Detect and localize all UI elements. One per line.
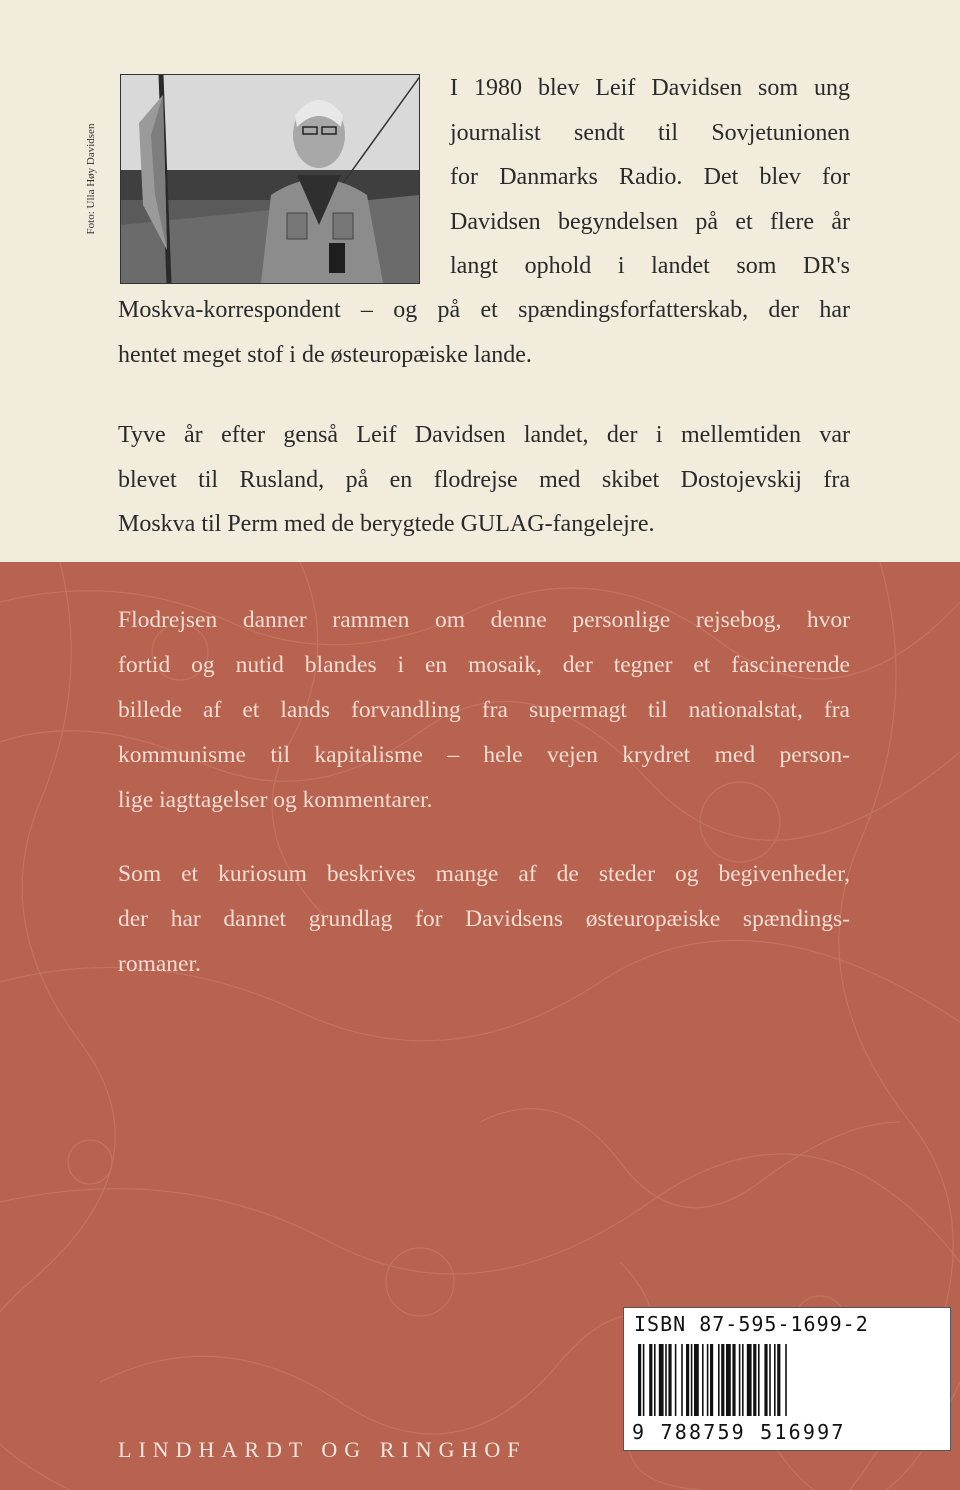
barcode-bar bbox=[702, 1344, 704, 1416]
text-line: fortid og nutid blandes i en mosaik, der tegner et fascinerende bbox=[118, 652, 850, 678]
barcode-bar bbox=[659, 1344, 664, 1416]
barcode-bar bbox=[694, 1344, 699, 1416]
curiosum-paragraph bbox=[118, 852, 850, 987]
text-line: romaner. bbox=[118, 951, 201, 977]
barcode-bar bbox=[732, 1344, 735, 1416]
barcode-bar bbox=[718, 1344, 720, 1416]
barcode-bar bbox=[654, 1344, 656, 1416]
barcode-bar bbox=[675, 1344, 677, 1416]
text-line: Som et kuriosum beskrives mange af de steder og begivenheder, bbox=[118, 861, 850, 887]
barcode-bar bbox=[707, 1344, 709, 1416]
text-line: Davidsen begyndelsen på et flere år bbox=[450, 208, 850, 235]
photo-illustration bbox=[121, 75, 419, 283]
barcode-bar bbox=[742, 1344, 744, 1416]
photo-credit: Foto: Ulla Høy Davidsen bbox=[85, 123, 97, 235]
text-line: hentet meget stof i de østeuropæiske lande. bbox=[118, 341, 532, 368]
text-line: I 1980 blev Leif Davidsen som ung bbox=[450, 75, 850, 101]
barcode-bar bbox=[739, 1344, 741, 1416]
river-journey-paragraph bbox=[118, 413, 850, 547]
barcode-bar bbox=[777, 1344, 780, 1416]
text-line: der har dannet grundlag for Davidsens østeuropæiske spændings- bbox=[118, 906, 850, 932]
text-line: billede af et lands forvandling fra supermagt til nationalstat, fra bbox=[118, 697, 850, 723]
text-line: Tyve år efter genså Leif Davidsen landet, der i mellemtiden var bbox=[118, 422, 850, 448]
text-line: Moskva-korrespondent – og på et spændingsforfatterskab, der har bbox=[118, 297, 850, 323]
text-line: lige iagttagelser og kommentarer. bbox=[118, 787, 433, 813]
barcode-bar bbox=[747, 1344, 752, 1416]
barcode-bar bbox=[758, 1344, 760, 1416]
barcode-bar bbox=[721, 1344, 724, 1416]
intro-paragraph bbox=[450, 66, 850, 289]
book-description-paragraph bbox=[118, 598, 850, 823]
barcode-bar bbox=[764, 1344, 767, 1416]
text-line: kommunisme til kapitalisme – hele vejen krydret med person- bbox=[118, 742, 850, 768]
barcode-bar bbox=[726, 1344, 731, 1416]
publisher-name: LINDHARDT OG RINGHOF bbox=[118, 1437, 527, 1462]
intro-paragraph-continued bbox=[118, 288, 850, 377]
ean-number: 9 788759 516997 bbox=[632, 1420, 846, 1444]
isbn-barcode bbox=[623, 1307, 951, 1451]
barcode-bar bbox=[774, 1344, 776, 1416]
barcode-bar bbox=[665, 1344, 667, 1416]
text-line: langt ophold i landet som DR's bbox=[450, 253, 850, 279]
barcode-bar bbox=[710, 1344, 713, 1416]
text-line: Moskva til Perm med de berygtede GULAG-fangelejre. bbox=[118, 511, 655, 537]
barcode-bar bbox=[691, 1344, 693, 1416]
isbn-number: ISBN 87-595-1699-2 bbox=[634, 1312, 869, 1336]
text-line: Flodrejsen danner rammen om denne personlige rejsebog, hvor bbox=[118, 607, 850, 633]
cover-top-section bbox=[0, 0, 960, 562]
text-line: blevet til Rusland, på en flodrejse med skibet Dostojevskij fra bbox=[118, 466, 850, 493]
barcode-bar bbox=[638, 1344, 641, 1416]
barcode-bar bbox=[785, 1344, 787, 1416]
barcode-bar bbox=[681, 1344, 683, 1416]
text-line: for Danmarks Radio. Det blev for bbox=[450, 164, 850, 190]
author-photo bbox=[120, 74, 420, 284]
barcode-bar bbox=[686, 1344, 689, 1416]
text-line: journalist sendt til Sovjetunionen bbox=[450, 119, 850, 146]
barcode-bar bbox=[668, 1344, 671, 1416]
barcode-bar bbox=[753, 1344, 756, 1416]
barcode-bar bbox=[649, 1344, 652, 1416]
barcode-bar bbox=[769, 1344, 771, 1416]
barcode-bar bbox=[643, 1344, 645, 1416]
